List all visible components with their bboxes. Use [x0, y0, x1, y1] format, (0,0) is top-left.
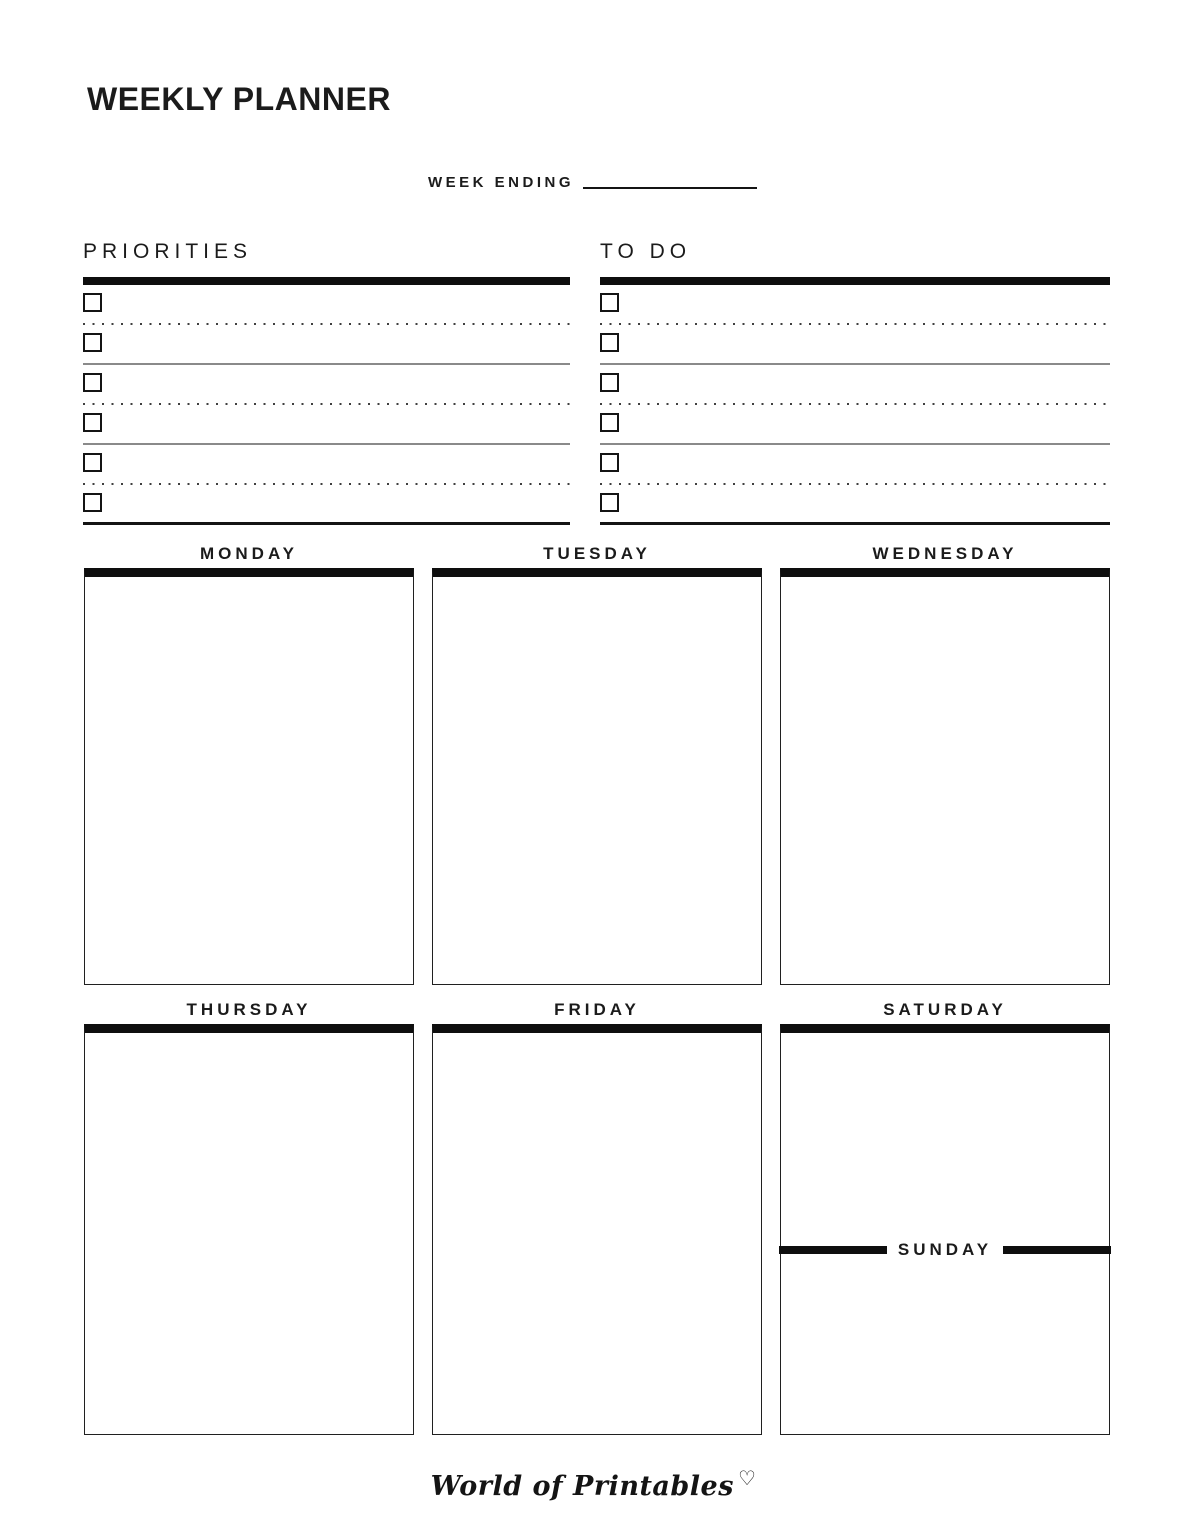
week-ending-input-line[interactable]	[583, 187, 757, 189]
checkbox[interactable]	[83, 413, 102, 432]
day-monday	[84, 545, 414, 985]
day-tuesday	[432, 545, 762, 985]
sunday-divider-bar-right	[1003, 1246, 1111, 1254]
priorities-section	[83, 240, 570, 525]
day-label: TUESDAY	[543, 544, 651, 563]
checklist-row	[600, 445, 1110, 485]
checklist-row	[83, 485, 570, 525]
day-notes-area[interactable]	[432, 1024, 762, 1435]
write-in-line[interactable]	[83, 522, 570, 526]
day-notes-area[interactable]	[780, 1024, 1110, 1435]
sunday-divider	[779, 1241, 1110, 1259]
checkbox[interactable]	[83, 373, 102, 392]
checklist-row	[83, 325, 570, 365]
brand-logo	[0, 1466, 1187, 1502]
day-saturday	[780, 1001, 1110, 1435]
day-friday	[432, 1001, 762, 1435]
checklist-row	[600, 405, 1110, 445]
brand-name: World of Printables	[430, 1471, 734, 1502]
checklist-row	[600, 485, 1110, 525]
checklist-row	[83, 405, 570, 445]
week-ending-label: WEEK ENDING	[428, 174, 575, 191]
todo-header-bar	[600, 277, 1110, 285]
checkbox[interactable]	[83, 493, 102, 512]
day-label: WEDNESDAY	[872, 544, 1018, 563]
checkbox[interactable]	[600, 413, 619, 432]
week-ending-field	[428, 174, 757, 192]
checklist-row	[600, 325, 1110, 365]
checklist-row	[600, 365, 1110, 405]
day-notes-area[interactable]	[84, 568, 414, 985]
checkbox[interactable]	[600, 373, 619, 392]
todo-section	[600, 240, 1110, 525]
checkbox[interactable]	[600, 453, 619, 472]
checkbox[interactable]	[600, 493, 619, 512]
heart-icon: ♡	[737, 1466, 757, 1490]
priorities-title: PRIORITIES	[83, 240, 253, 263]
day-label: MONDAY	[200, 544, 298, 563]
checklist-row	[83, 365, 570, 405]
day-label: SUNDAY	[897, 1240, 993, 1259]
day-thursday	[84, 1001, 414, 1435]
checkbox[interactable]	[83, 293, 102, 312]
checkbox[interactable]	[600, 293, 619, 312]
day-label: SATURDAY	[883, 1000, 1007, 1019]
checklist-row	[83, 285, 570, 325]
sunday-divider-bar-left	[779, 1246, 887, 1254]
day-notes-area[interactable]	[780, 568, 1110, 985]
checkbox[interactable]	[83, 333, 102, 352]
day-wednesday	[780, 545, 1110, 985]
page-title: WEEKLY PLANNER	[87, 81, 391, 117]
checklist-row	[600, 285, 1110, 325]
day-label: THURSDAY	[186, 1000, 312, 1019]
priorities-header-bar	[83, 277, 570, 285]
day-label: FRIDAY	[554, 1000, 640, 1019]
day-notes-area[interactable]	[84, 1024, 414, 1435]
checkbox[interactable]	[600, 333, 619, 352]
checklist-row	[83, 445, 570, 485]
write-in-line[interactable]	[600, 522, 1110, 526]
day-notes-area[interactable]	[432, 568, 762, 985]
todo-title: TO DO	[600, 240, 692, 263]
checkbox[interactable]	[83, 453, 102, 472]
